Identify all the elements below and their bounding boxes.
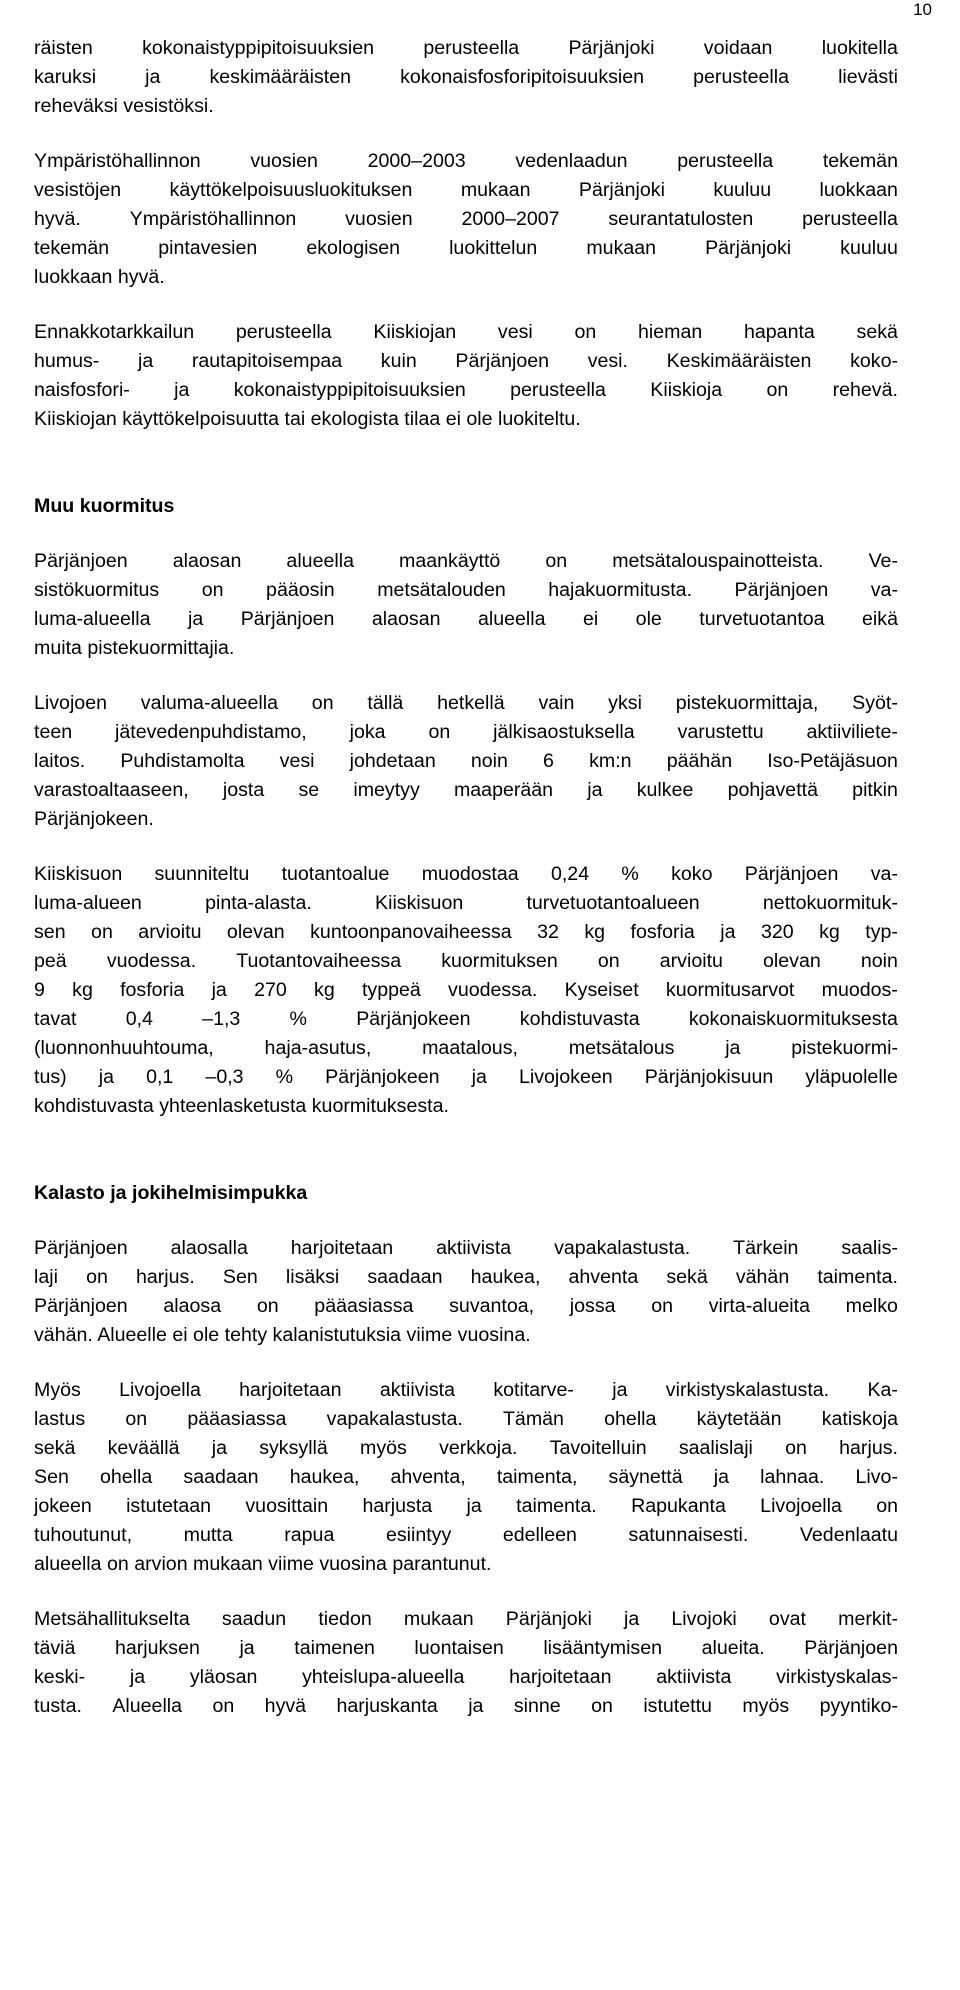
text-line: varastoaltaaseen, josta se imeytyy maaperään ja kulkee pohjavettä pitkin [34,779,898,801]
text-line: humus- ja rautapitoisempaa kuin Pärjänjoen vesi. Keskimääräisten koko- [34,350,898,372]
paragraph [34,860,898,1121]
text-line: tusta. Alueella on hyvä harjuskanta ja sinne on istutettu myös pyyntiko- [34,1695,898,1717]
text-line: sekä keväällä ja syksyllä myös verkkoja. Tavoitelluin saalislaji on harjus. [34,1437,898,1459]
text-line: räisten kokonaistyppipitoisuuksien perusteella Pärjänjoki voidaan luokitella [34,37,898,59]
text-line: 9 kg fosforia ja 270 kg typpeä vuodessa. Kyseiset kuormitusarvot muodos- [34,979,898,1001]
text-line: vähän. Alueelle ei ole tehty kalanistutuksia viime vuosina. [34,1324,531,1346]
text-line: vesistöjen käyttökelpoisuusluokituksen mukaan Pärjänjoki kuuluu luokkaan [34,179,898,201]
text-line: tuhoutunut, mutta rapua esiintyy edelleen satunnaisesti. Vedenlaatu [34,1524,898,1546]
text-line: (luonnonhuuhtouma, haja-asutus, maatalous, metsätalous ja pistekuormi- [34,1037,898,1059]
text-line: täviä harjuksen ja taimenen luontaisen lisääntymisen alueita. Pärjänjoen [34,1637,898,1659]
text-line: reheväksi vesistöksi. [34,95,214,117]
text-line: Pärjänjoen alaosa on pääasiassa suvantoa, jossa on virta-alueita melko [34,1295,898,1317]
text-line: tekemän pintavesien ekologisen luokittelun mukaan Pärjänjoki kuuluu [34,237,898,259]
text-line: luokkaan hyvä. [34,266,165,288]
paragraph [34,547,898,663]
section-heading: Muu kuormitus [34,495,175,517]
paragraph [34,1376,898,1579]
paragraph [34,1234,898,1350]
document-body [34,34,898,1721]
text-line: Livojoen valuma-alueella on tällä hetkellä vain yksi pistekuormittaja, Syöt- [34,692,898,714]
text-line: lastus on pääasiassa vapakalastusta. Tämän ohella käytetään katiskoja [34,1408,898,1430]
text-line: tus) ja 0,1 –0,3 % Pärjänjokeen ja Livojokeen Pärjänjokisuun yläpuolelle [34,1066,898,1088]
page-number: 10 [913,0,932,19]
paragraph [34,1605,898,1721]
text-line: keski- ja yläosan yhteislupa-alueella harjoitetaan aktiivista virkistyskalas- [34,1666,898,1688]
text-line: sen on arvioitu olevan kuntoonpanovaiheessa 32 kg fosforia ja 320 kg typ- [34,921,898,943]
paragraph [34,689,898,834]
text-line: kohdistuvasta yhteenlasketusta kuormituksesta. [34,1095,449,1117]
text-line: Sen ohella saadaan haukea, ahventa, taimenta, säynettä ja lahnaa. Livo- [34,1466,898,1488]
text-line: luma-alueella ja Pärjänjoen alaosan alueella ei ole turvetuotantoa eikä [34,608,898,630]
text-line: karuksi ja keskimääräisten kokonaisfosforipitoisuuksien perusteella lievästi [34,66,898,88]
text-line: Pärjänjoen alaosan alueella maankäyttö on metsätalouspainotteista. Ve- [34,550,898,572]
text-line: Myös Livojoella harjoitetaan aktiivista kotitarve- ja virkistyskalastusta. Ka- [34,1379,898,1401]
text-line: naisfosfori- ja kokonaistyppipitoisuuksien perusteella Kiiskioja on rehevä. [34,379,898,401]
text-line: Pärjänjokeen. [34,808,154,830]
text-line: tavat 0,4 –1,3 % Pärjänjokeen kohdistuvasta kokonaiskuormituksesta [34,1008,898,1030]
text-line: jokeen istutetaan vuosittain harjusta ja taimenta. Rapukanta Livojoella on [34,1495,898,1517]
text-line: hyvä. Ympäristöhallinnon vuosien 2000–2007 seurantatulosten perusteella [34,208,898,230]
text-line: luma-alueen pinta-alasta. Kiiskisuon turvetuotantoalueen nettokuormituk- [34,892,898,914]
paragraph [34,34,898,121]
text-line: Ympäristöhallinnon vuosien 2000–2003 vedenlaadun perusteella tekemän [34,150,898,172]
text-line: Pärjänjoen alaosalla harjoitetaan aktiivista vapakalastusta. Tärkein saalis- [34,1237,898,1259]
text-line: laji on harjus. Sen lisäksi saadaan haukea, ahventa sekä vähän taimenta. [34,1266,898,1288]
paragraph [34,318,898,434]
text-line: Kiiskisuon suunniteltu tuotantoalue muodostaa 0,24 % koko Pärjänjoen va- [34,863,898,885]
text-line: Metsähallitukselta saadun tiedon mukaan Pärjänjoki ja Livojoki ovat merkit- [34,1608,898,1630]
text-line: laitos. Puhdistamolta vesi johdetaan noin 6 km:n päähän Iso-Petäjäsuon [34,750,898,772]
text-line: muita pistekuormittajia. [34,637,235,659]
text-line: Kiiskiojan käyttökelpoisuutta tai ekologista tilaa ei ole luokiteltu. [34,408,581,430]
section-heading: Kalasto ja jokihelmisimpukka [34,1182,308,1204]
text-line: teen jätevedenpuhdistamo, joka on jälkisaostuksella varustettu aktiiviliete- [34,721,898,743]
text-line: sistökuormitus on pääosin metsätalouden hajakuormitusta. Pärjänjoen va- [34,579,898,601]
text-line: peä vuodessa. Tuotantovaiheessa kuormituksen on arvioitu olevan noin [34,950,898,972]
paragraph [34,147,898,292]
text-line: alueella on arvion mukaan viime vuosina parantunut. [34,1553,492,1575]
text-line: Ennakkotarkkailun perusteella Kiiskiojan vesi on hieman hapanta sekä [34,321,898,343]
